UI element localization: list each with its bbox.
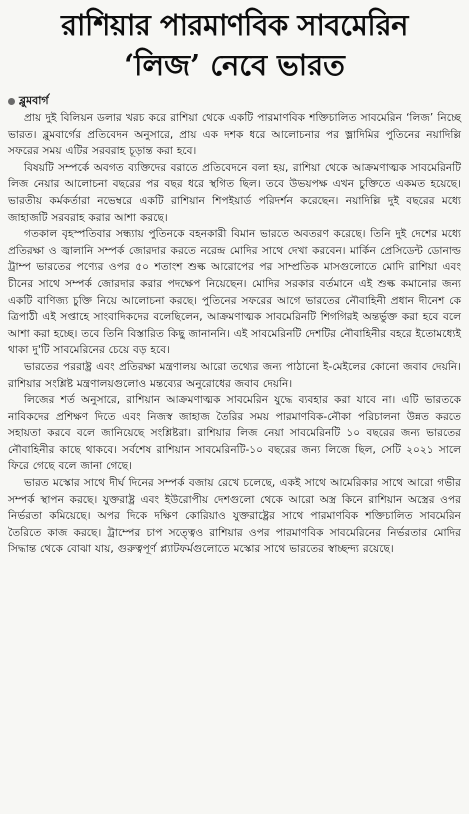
byline <box>8 94 461 108</box>
paragraph-5: লিজের শর্ত অনুসারে, রাশিয়ান আক্রমণাত্মক সাবমেরিন যুদ্ধে ব্যবহার করা যাবে না। এটি ভারতকে নাবিকদের প্রশিক্ষণ দিতে এবং নিজস্ব জাহাজ তৈরির সময় পারমাণবিক-নৌকা পরিচালনা উন্নত করতে সহায়তা করবে বলে জানিয়েছে সংশ্লিষ্টরা। রাশিয়ার লিজ নেয়া সাবমেরিনটি ১০ বছরের জন্য ভারতের নৌবাহিনীর কাছে থাকবে। সর্বশেষ রাশিয়ান সাবমেরিনটি-১০ বছরের জন্য লিজে ছিল, সেটি ২০২১ সালে ফিরে গেছে বলে জানা গেছে। <box>8 394 461 473</box>
headline-line-1: রাশিয়ার পারমাণবিক সাবমেরিন <box>61 8 408 42</box>
bullet-icon <box>8 98 15 105</box>
paragraph-2: বিষয়টি সম্পর্কে অবগত ব্যক্তিদের বরাতে প্রতিবেদনে বলা হয়, রাশিয়া থেকে আক্রমণাত্মক সাবমেরিনটি লিজ নেয়ার আলোচনা বছরের পর বছর ধরে স্থগিত ছিল। তবে উভয়পক্ষ এখন চুক্তিতে একমত হয়েছে। ভারতীয় কর্মকর্তারা নভেম্বরে একটি রাশিয়ান শিপইয়ার্ড পরিদর্শন করেছেন। নয়াদিল্লি দুই বছরের মধ্যে জাহাজটি সরবরাহ করার আশা করছে। <box>8 161 461 224</box>
paragraph-3: গতকাল বৃহস্পতিবার সন্ধ্যায় পুতিনকে বহনকারী বিমান ভারতে অবতরণ করেছে। তিনি দুই দেশের মধ্যে প্রতিরক্ষা ও জ্বালানি সম্পর্ক জোরদার করতে নরেন্দ্র মোদির সাথে দেখা করবেন। মার্কিন প্রেসিডেন্ট ডোনাল্ড ট্রাম্প ভারতের পণ্যের ওপর ৫০ শতাংশ শুল্ক আরোপের পর সাম্প্রতিক মাসগুলোতে মোদি রাশিয়া এবং চীনের সাথে সম্পর্ক জোরদার করার পদক্ষেপ নিয়েছেন। মোদির সরকার বর্তমানে এই শুল্ক কমানোর জন্য একটি বাণিজ্য চুক্তি নিয়ে আলোচনা করছে। পুতিনের সফরের আগে ভারতের নৌবাহিনী প্রধান দীনেশ কে ত্রিপাঠী এই সপ্তাহে সাংবাদিকদের বলেছিলেন, আক্রমণাত্মক সাবমেরিনটি শিগগিরই অন্তর্ভুক্ত করা হবে বলে আশা করা হচ্ছে। তবে তিনি বিস্তারিত কিছু জানাননি। এই সাবমেরিনটি দেশটির নৌবাহিনীর বহরে ইতোমধ্যেই থাকা দু'টি সাবমেরিনের চেয়ে বড় হবে। <box>8 228 461 357</box>
headline <box>8 6 461 84</box>
paragraph-1: প্রায় দুই বিলিয়ন ডলার খরচ করে রাশিয়া থেকে একটি পারমাণবিক শক্তিচালিত সাবমেরিন ‘লিজ’ নিচ্ছে ভারত। ব্লুমবার্গের প্রতিবেদন অনুসারে, প্রায় এক দশক ধরে আলোচনার পর ভ্লাদিমির পুতিনের নয়াদিল্লি সফরের সময় এটির সরবরাহ চূড়ান্ত করা হবে। <box>8 112 461 158</box>
article-body <box>8 110 461 558</box>
headline-line-2: ‘লিজ’ নেবে ভারত <box>124 48 345 82</box>
byline-source: ব্লুমবার্গ <box>19 94 49 107</box>
paragraph-6: ভারত মস্কোর সাথে দীর্ঘ দিনের সম্পর্ক বজায় রেখে চলেছে, একই সাথে আমেরিকার সাথে আরো গভীর সম্পর্ক স্থাপন করছে। যুক্তরাষ্ট্র এবং ইউরোপীয় দেশগুলো থেকে আরো অস্ত্র কিনে রাশিয়ান অস্ত্রের ওপর নির্ভরতা কমিয়েছে। অপর দিকে দক্ষিণ কোরিয়াও যুক্তরাষ্ট্রের সাথে পারমাণবিক শক্তিচালিত সাবমেরিন তৈরিতে কাজ করছে। ট্রাম্পের চাপ সত্ত্বেও রাশিয়ার ওপর পারমাণবিক সাবমেরিনের নির্ভরতার মোদির সিদ্ধান্ত থেকে বোঝা যায়, গুরুত্বপূর্ণ প্ল্যাটফর্মগুলোতে মস্কোর সাথে ভারতের স্বাচ্ছন্দ্য রয়েছে। <box>8 477 461 556</box>
paragraph-4: ভারতের পররাষ্ট্র এবং প্রতিরক্ষা মন্ত্রণালয় আরো তথ্যের জন্য পাঠানো ই-মেইলের কোনো জবাব দেয়নি। রাশিয়ার সংশ্লিষ্ট মন্ত্রণালয়গুলোও মন্তব্যের অনুরোধের জবাব দেয়নি। <box>8 360 461 390</box>
